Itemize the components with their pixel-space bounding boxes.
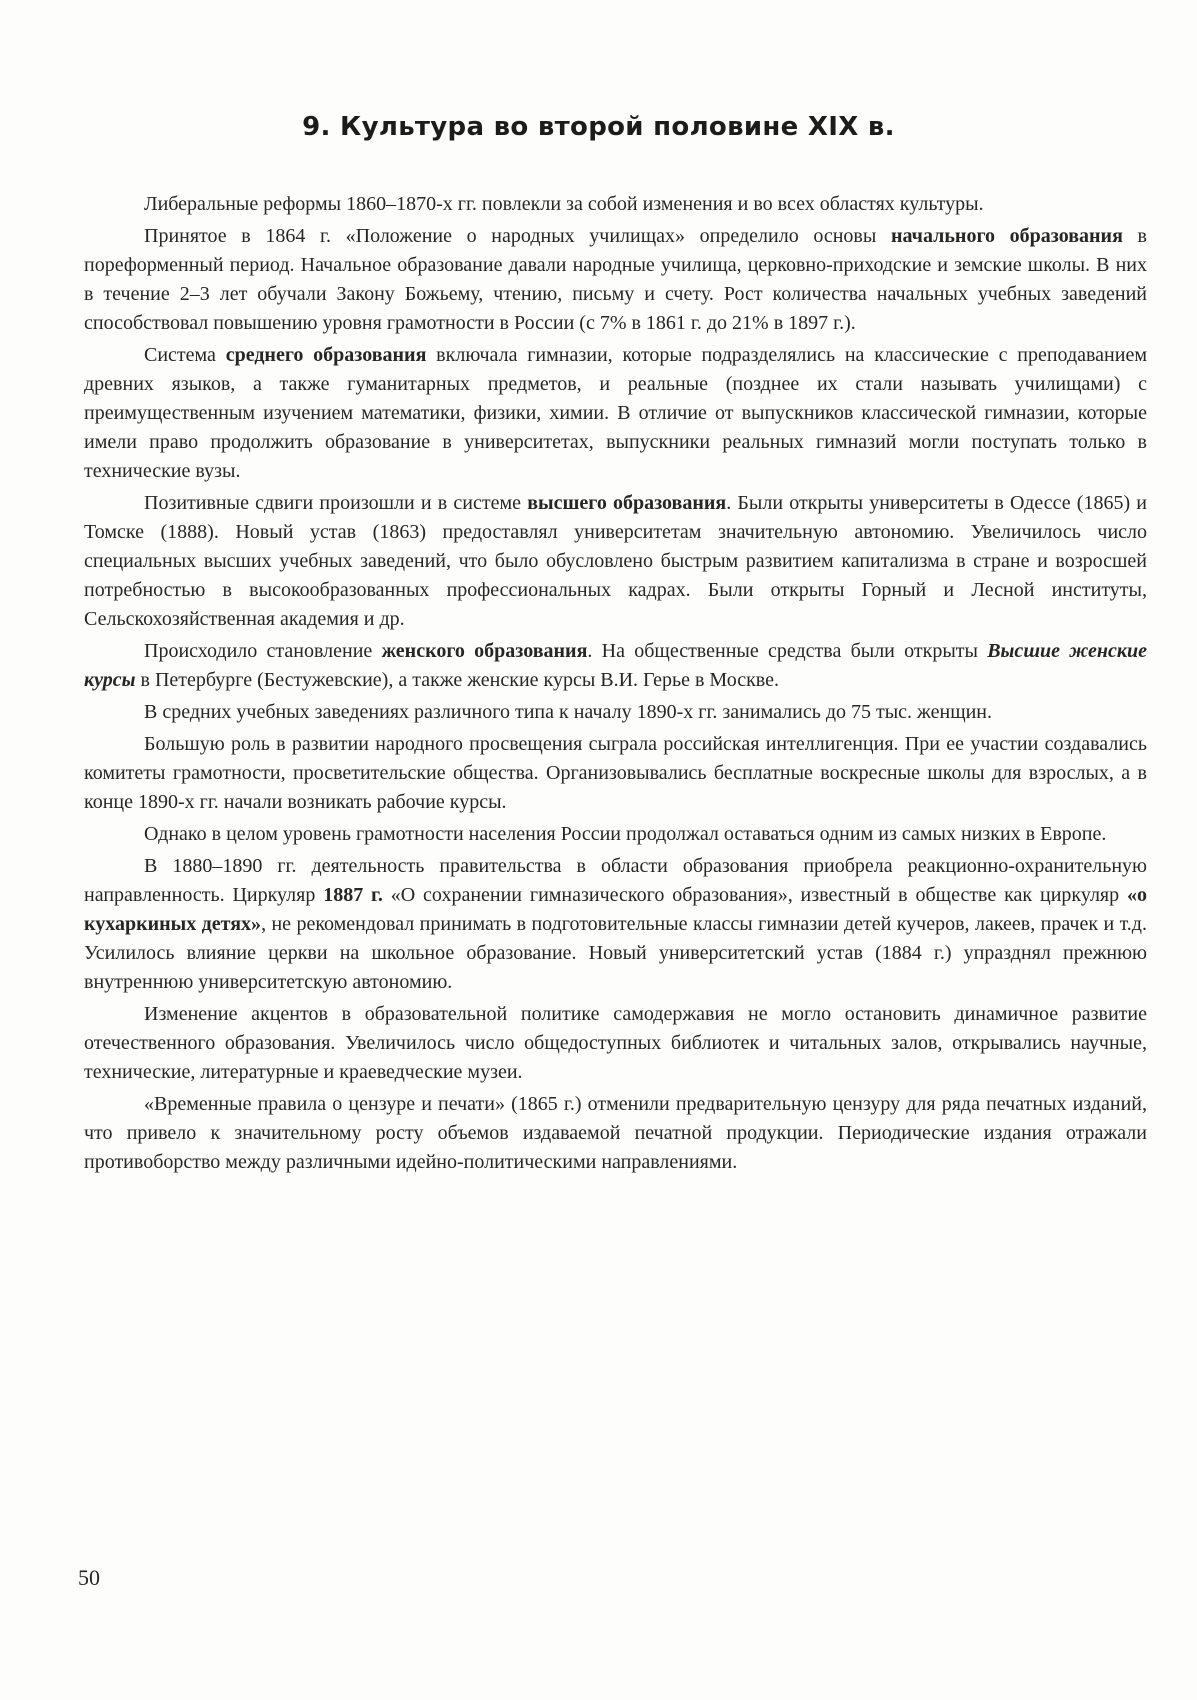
bold-term: начального образования (890, 225, 1123, 247)
paragraph (84, 489, 1147, 634)
text-run: «О сохранении гимназического образования», известный в обществе как циркуляр (382, 884, 1127, 906)
paragraph (84, 341, 1147, 486)
text-run: Принятое в 1864 г. «Положение о народных училищах» определило основы (144, 225, 891, 247)
paragraph (84, 190, 1147, 219)
text-run: Либеральные реформы 1860–1870-х гг. повлекли за собой изменения и во всех областях культуры. (144, 193, 984, 215)
paragraph (84, 1090, 1147, 1177)
text-run: в Петербурге (Бестужевские), а также женские курсы В.И. Герье в Москве. (135, 669, 779, 691)
text-run: В средних учебных заведениях различного типа к началу 1890-х гг. занимались до 75 тыс. женщин. (144, 701, 992, 723)
text-run: Система (144, 344, 226, 366)
paragraph (84, 698, 1147, 727)
paragraph (84, 820, 1147, 849)
bold-term: женского образования (381, 640, 588, 662)
text-run: , не рекомендовал принимать в подготовительные классы гимназии детей кучеров, лакеев, прачек и т.д. Усилилось влияние церкви на школьное образование. Новый университетский устав (1884 г.) упразднял прежнюю внутреннюю университетскую автономию. (84, 913, 1147, 993)
text-run: включала гимназии, которые подразделялись на классические с преподаванием древних языков, а также гуманитарных предметов, и реальные (позднее их стали называть училищами) с преимущественным изучением математики, физики, химии. В отличие от выпускников классической гимназии, которые имели право продолжить образование в университетах, выпускники реальных гимназий могли поступать только в технические вузы. (84, 344, 1147, 482)
bold-term: 1887 г. (323, 884, 383, 906)
paragraph (84, 222, 1147, 338)
paragraph (84, 730, 1147, 817)
text-run: в пореформенный период. Начальное образование давали народные училища, церковно-приходские и земские школы. В них в течение 2–3 лет обучали Закону Божьему, чтению, письму и счету. Рост количества начальных учебных заведений способствовал повышению уровня грамотности в России (с 7% в 1861 г. до 21% в 1897 г.). (84, 225, 1147, 334)
paragraph (84, 852, 1147, 997)
bold-term: «о кухаркиных детях» (84, 884, 1147, 935)
bold-term: среднего образования (225, 344, 427, 366)
bold-italic-term: Высшие женские курсы (84, 640, 1148, 691)
page-number: 50 (78, 1565, 100, 1590)
text-run: Однако в целом уровень грамотности населения России продолжал оставаться одним из самых низких в Европе. (144, 823, 1107, 845)
bold-term: высшего образования (527, 492, 727, 514)
text-run: . На общественные средства были открыты (587, 640, 988, 662)
text-run: Позитивные сдвиги произошли и в системе (144, 492, 528, 514)
paragraph (84, 1000, 1147, 1087)
text-run: Большую роль в развитии народного просвещения сыграла российская интеллигенция. При ее участии создавались комитеты грамотности, просветительские общества. Организовывались бесплатные воскресные школы для взрослых, а в конце 1890-х гг. начали возникать рабочие курсы. (84, 733, 1147, 813)
body-text (84, 190, 1147, 1177)
text-run: В 1880–1890 гг. деятельность правительства в области образования приобрела реакционно-охранительную направленность. Циркуляр (84, 855, 1147, 906)
text-run: «Временные правила о цензуре и печати» (1865 г.) отменили предварительную цензуру для ряда печатных изданий, что привело к значительному росту объемов издаваемой печатной продукции. Периодические издания отражали противоборство между различными идейно-политическими направлениями. (84, 1093, 1147, 1173)
text-run: Изменение акцентов в образовательной политике самодержавия не могло остановить динамичное развитие отечественного образования. Увеличилось число общедоступных библиотек и читальных залов, открывались научные, технические, литературные и краеведческие музеи. (84, 1003, 1147, 1083)
text-run: Происходило становление (144, 640, 382, 662)
section-title: 9. Культура во второй половине XIX в. (302, 112, 895, 142)
text-run: . Были открыты университеты в Одессе (1865) и Томске (1888). Новый устав (1863) предоставлял университетам значительную автономию. Увеличилось число специальных высших учебных заведений, что было обусловлено быстрым развитием капитализма в стране и возросшей потребностью в высокообразованных профессиональных кадрах. Были открыты Горный и Лесной институты, Сельскохозяйственная академия и др. (84, 492, 1147, 630)
paragraph (84, 637, 1147, 695)
